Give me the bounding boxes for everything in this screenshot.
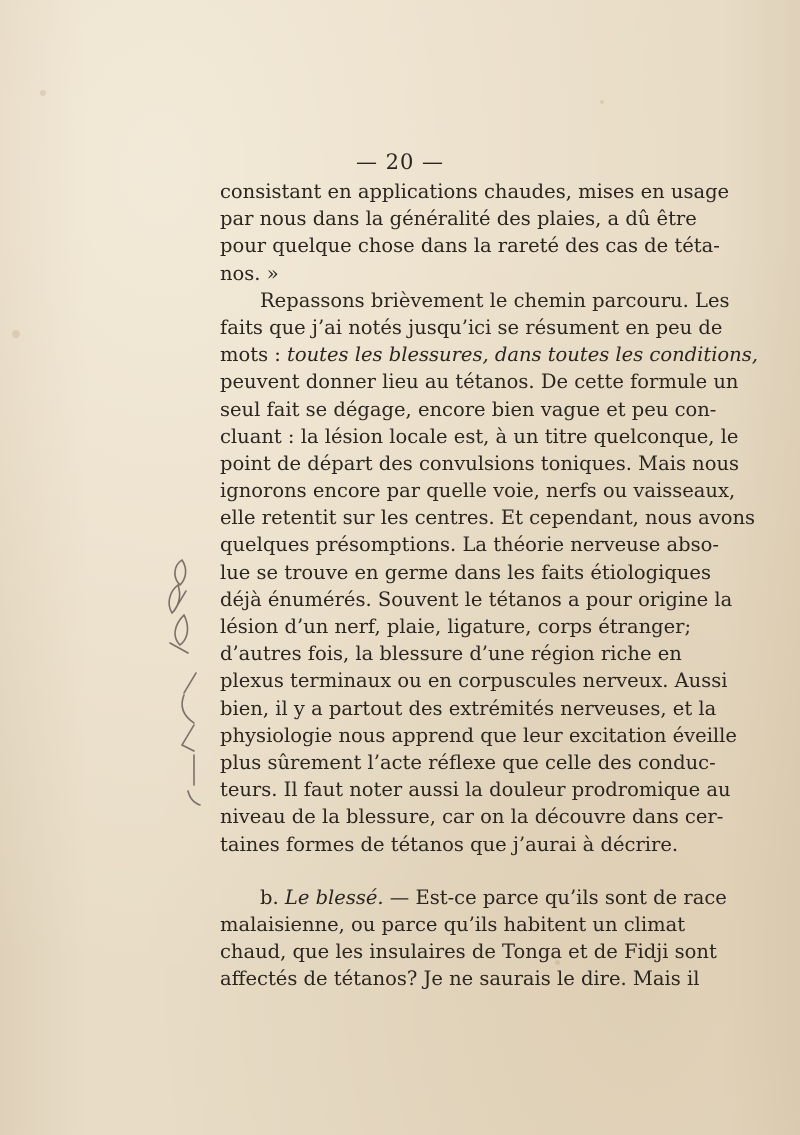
text-line: consistant en applications chaudes, mises en usage xyxy=(220,180,730,203)
paper-spot xyxy=(40,90,46,96)
text-line: plus sûrement l’acte réflexe que celle des conduc- xyxy=(220,750,716,774)
text-line: seul fait se dégage, encore bien vague et peu con- xyxy=(220,397,717,421)
text-line: malaisienne, ou parce qu’ils habitent un climat xyxy=(220,912,686,936)
text-segment: b. xyxy=(260,885,285,909)
italic-text: toutes les blessures, dans toutes les conditions, xyxy=(287,343,758,367)
text-line: ignorons encore par quelle voie, nerfs ou vaisseaux, xyxy=(220,479,736,503)
text-segment: — Est-ce parce qu’ils sont de race xyxy=(383,885,727,909)
margin-pencil-bracket xyxy=(160,555,210,815)
text-line: niveau de la blessure, car on la découvre dans cer- xyxy=(220,805,724,829)
text-line xyxy=(220,884,727,911)
text-line: faits que j’ai notés jusqu’ici se résument en peu de xyxy=(220,315,723,339)
text-line: nos. » xyxy=(220,261,279,285)
pencil-bracket-icon xyxy=(160,555,210,815)
text-line: Repassons brièvement le chemin parcouru. Les xyxy=(260,288,730,312)
text-line: plexus terminaux ou en corpuscules nerveux. Aussi xyxy=(220,669,728,693)
text-line: pour quelque chose dans la rareté des cas de téta- xyxy=(220,234,720,258)
text-line: bien, il y a partout des extrémités nerveuses, et la xyxy=(220,696,717,720)
paper-spot xyxy=(12,330,20,338)
text-line xyxy=(220,341,758,368)
body-text xyxy=(220,178,758,992)
text-line: elle retentit sur les centres. Et cependant, nous avons xyxy=(220,506,756,530)
text-line: teurs. Il faut noter aussi la douleur prodromique au xyxy=(220,778,731,802)
text-line: physiologie nous apprend que leur excitation éveille xyxy=(220,723,737,747)
italic-text: Le blessé. xyxy=(284,885,384,909)
text-line: taines formes de tétanos que j’aurai à décrire. xyxy=(220,832,679,856)
text-segment: mots : xyxy=(220,343,288,367)
text-line: cluant : la lésion locale est, à un titre quelconque, le xyxy=(220,424,739,448)
text-line: déjà énumérés. Souvent le tétanos a pour origine la xyxy=(220,587,733,611)
text-line: affectés de tétanos? Je ne saurais le dire. Mais il xyxy=(220,967,700,991)
text-line: chaud, que les insulaires de Tonga et de Fidji sont xyxy=(220,940,717,964)
text-line: peuvent donner lieu au tétanos. De cette formule un xyxy=(220,370,739,394)
text-line: quelques présomptions. La théorie nerveuse abso- xyxy=(220,533,719,557)
text-line: lue se trouve en germe dans les faits étiologiques xyxy=(220,560,711,584)
text-line: point de départ des convulsions toniques. Mais nous xyxy=(220,451,740,475)
page-number: — 20 — xyxy=(355,150,445,174)
text-line: lésion d’un nerf, plaie, ligature, corps étranger; xyxy=(220,615,692,638)
text-line: d’autres fois, la blessure d’une région riche en xyxy=(220,642,682,666)
paper-spot xyxy=(600,100,604,104)
paragraph-gap xyxy=(220,858,656,884)
text-line: par nous dans la généralité des plaies, a dû être xyxy=(220,207,697,231)
